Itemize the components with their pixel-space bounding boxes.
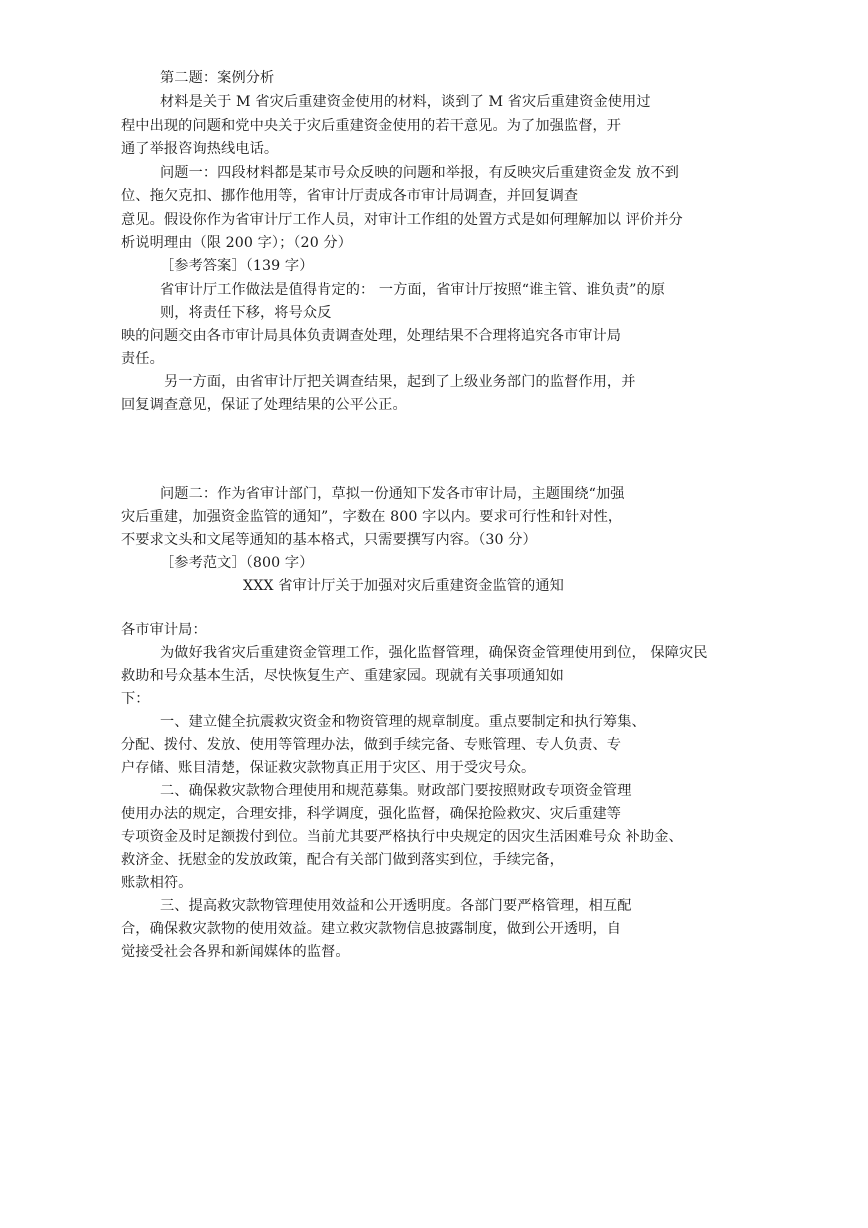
notice-addressee: 各市审计局： xyxy=(121,622,207,638)
paragraph-line: 问题一：四段材料都是某市号众反映的问题和举报，有反映灾后重建资金发 放不到 xyxy=(160,165,679,181)
paragraph-line: 通了举报咨询热线电话。 xyxy=(121,141,279,157)
paragraph-line: 省审计厅工作做法是值得肯定的： 一方面，省审计厅按照“谁主管、谁负责”的原 xyxy=(160,282,666,298)
paragraph-line: 灾后重建，加强资金监管的通知”，字数在 800 字以内。要求可行性和针对性， xyxy=(121,509,623,525)
paragraph-line: 觉接受社会各界和新闻媒体的监督。 xyxy=(121,944,350,960)
paragraph-line: 位、拖欠克扣、挪作他用等，省审计厅责成各市审计局调查，并回复调查 xyxy=(121,188,579,204)
paragraph-line: 救助和号众基本生活，尽快恢复生产、重建家园。现就有关事项通知如 xyxy=(121,668,564,684)
paragraph-line: 意见。假设你作为省审计厅工作人员，对审计工作组的处置方式是如何理解加以 评价并分 xyxy=(121,212,683,228)
paragraph-line: 三、提高救灾款物管理使用效益和公开透明度。各部门要严格管理，相互配 xyxy=(160,898,632,914)
paragraph-line: 救济金、抚慰金的发放政策，配合有关部门做到落实到位，手续完备， xyxy=(121,852,564,868)
paragraph-line: 专项资金及时足额拨付到位。当前尤其要严格执行中央规定的因灾生活困难号众 补助金、 xyxy=(121,829,683,845)
paragraph-line: 映的问题交由各市审计局具体负责调查处理，处理结果不合理将追究各市审计局 xyxy=(121,328,622,344)
reference-essay-label: ［参考范文］（800 字） xyxy=(160,555,314,571)
paragraph-line: 账款相符。 xyxy=(121,875,193,891)
paragraph-line: 材料是关于 M 省灾后重建资金使用的材料，谈到了 M 省灾后重建资金使用过 xyxy=(160,94,651,110)
paragraph-line: 下： xyxy=(121,691,150,707)
paragraph-line: 另一方面，由省审计厅把关调查结果，起到了上级业务部门的监督作用，并 xyxy=(164,374,636,390)
paragraph-line: 回复调查意见，保证了处理结果的公平公正。 xyxy=(121,397,407,413)
paragraph-line: 一、建立健全抗震救灾资金和物资管理的规章制度。重点要制定和执行筹集、 xyxy=(160,714,646,730)
paragraph-line: 责任。 xyxy=(121,351,164,367)
paragraph-line: 为做好我省灾后重建资金管理工作，强化监督管理，确保资金管理使用到位， 保障灾民 xyxy=(160,645,708,661)
paragraph-line: 户存储、账目清楚，保证救灾款物真正用于灾区、用于受灾号众。 xyxy=(121,760,536,776)
notice-title: XXX 省审计厅关于加强对灾后重建资金监管的通知 xyxy=(243,578,564,594)
section-heading: 第二题：案例分析 xyxy=(160,70,275,86)
paragraph-line: 合，确保救灾款物的使用效益。建立救灾款物信息披露制度，做到公开透明，自 xyxy=(121,921,622,937)
paragraph-line: 二、确保救灾款物合理使用和规范募集。财政部门要按照财政专项资金管理 xyxy=(160,783,632,799)
reference-answer-label: ［参考答案］（139 字） xyxy=(160,258,314,274)
paragraph-line: 析说明理由（限 200 字）；（20 分） xyxy=(121,235,353,251)
paragraph-line: 问题二：作为省审计部门，草拟一份通知下发各市审计局，主题围绕“加强 xyxy=(160,486,625,502)
paragraph-line: 则，将责任下移，将号众反 xyxy=(160,305,332,321)
paragraph-line: 分配、拨付、发放、使用等管理办法，做到手续完备、专账管理、专人负责、专 xyxy=(121,737,622,753)
paragraph-line: 使用办法的规定，合理安排，科学调度，强化监督，确保抢险救灾、灾后重建等 xyxy=(121,806,622,822)
paragraph-line: 不要求文头和文尾等通知的基本格式，只需要撰写内容。（30 分） xyxy=(121,532,537,548)
paragraph-line: 程中出现的问题和党中央关于灾后重建资金使用的若干意见。为了加强监督，开 xyxy=(121,118,622,134)
